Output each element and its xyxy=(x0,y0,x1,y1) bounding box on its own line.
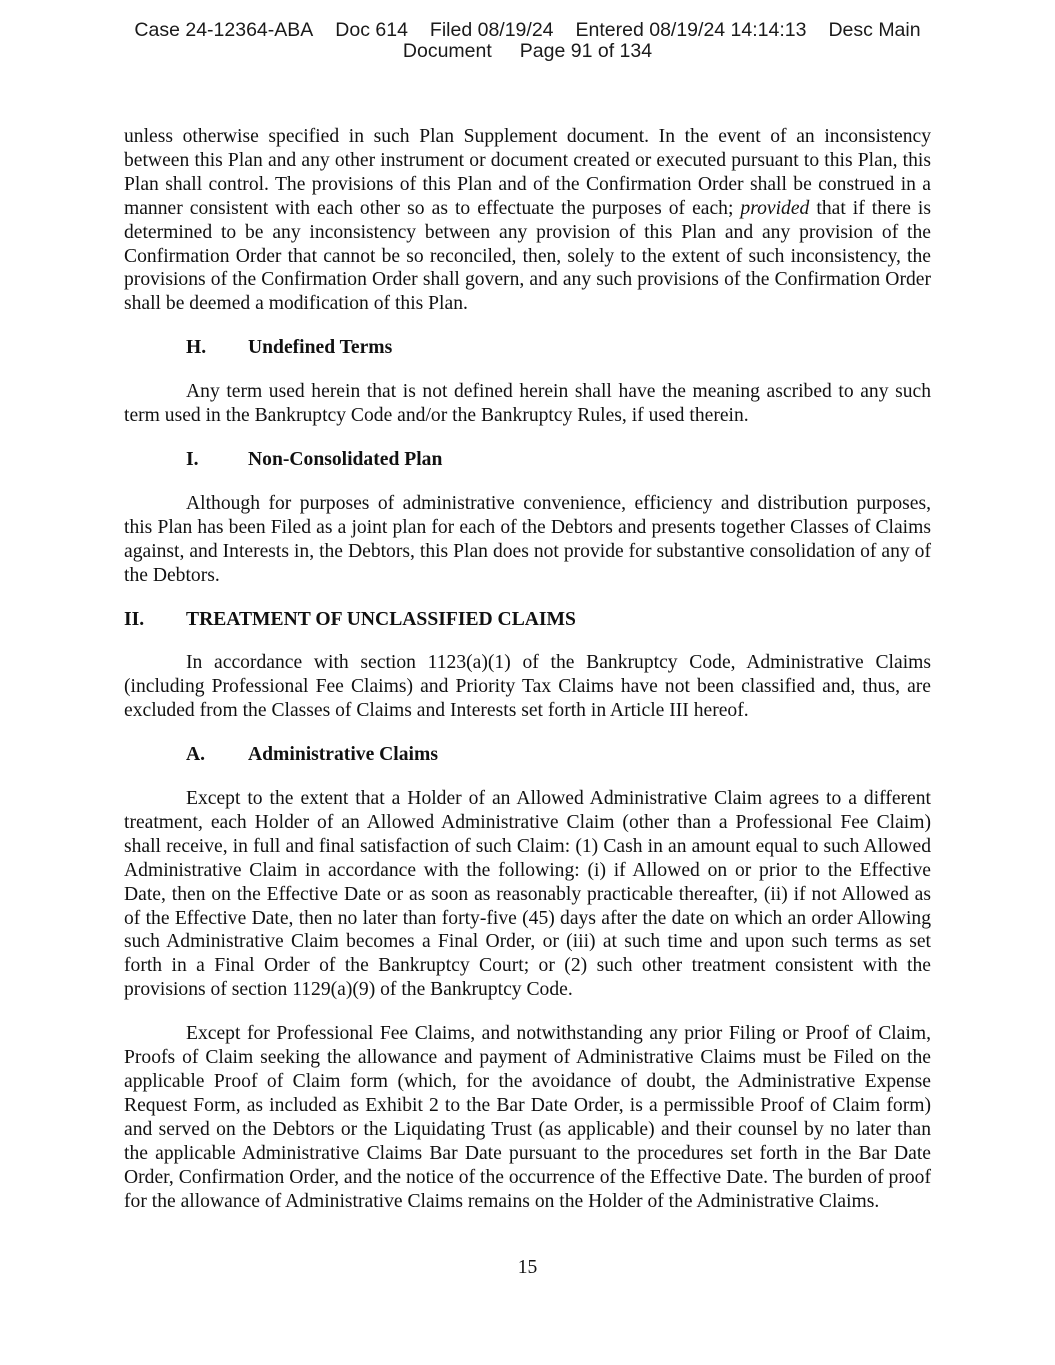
document-body xyxy=(124,125,931,1213)
article-title: TREATMENT OF UNCLASSIFIED CLAIMS xyxy=(186,608,576,630)
article-number: II. xyxy=(124,608,145,630)
section-number: I. xyxy=(186,448,199,470)
header-line-1 xyxy=(0,20,1055,41)
article-heading-ii xyxy=(124,608,931,632)
document-label: Document xyxy=(402,40,492,62)
section-number: A. xyxy=(186,744,206,766)
section-title: Undefined Terms xyxy=(248,337,393,359)
doc-number: Doc 614 xyxy=(335,19,408,41)
section-heading-a xyxy=(124,743,931,767)
undefined-terms-paragraph: Any term used herein that is not defined herein shall have the meaning ascribed to any such term used in the Bankruptcy Code and/or the Bankruptcy Rules, if used therein. xyxy=(124,381,931,427)
page-number: 15 xyxy=(517,1257,538,1278)
entered-date: Entered 08/19/24 14:14:13 xyxy=(575,19,807,41)
section-title: Non-Consolidated Plan xyxy=(248,448,443,470)
section-title: Administrative Claims xyxy=(248,744,438,766)
filed-date: Filed 08/19/24 xyxy=(429,19,554,41)
provided-emphasis: provided xyxy=(740,197,810,219)
case-number: Case 24-12364-ABA xyxy=(134,19,314,41)
unclassified-claims-paragraph: In accordance with section 1123(a)(1) of the Bankruptcy Code, Administrative Claims (including Professional Fee Claims) and Priority Tax Claims have not been classified and, thus, are excluded from the Classes of Claims and Interests set forth in Article III hereof. xyxy=(124,652,931,722)
desc-label: Desc Main xyxy=(828,19,921,41)
header-line-2 xyxy=(0,41,1055,62)
non-consolidated-paragraph: Although for purposes of administrative convenience, efficiency and distribution purposes, this Plan has been Filed as a joint plan for each of the Debtors and presents together Classes of Claims against, and Interests in, the Debtors, this Plan does not provide for substantive consolidation of any of the Debtors. xyxy=(124,492,931,586)
administrative-claims-paragraph-1: Except to the extent that a Holder of an Allowed Administrative Claim agrees to a different treatment, each Holder of an Allowed Administrative Claim (other than a Professional Fee Claim) shall receive, in full and final satisfaction of such Claim: (1) Cash in an amount equal to such Allowed Administrative Claim in accordance with the following: (i) if Allowed on or prior to the Effective Date, then on the Effective Date or as soon as reasonably practicable thereafter, (ii) if not Allowed as of the Effective Date, then no later than forty-five (45) days after the date on which an order Allowing such Administrative Claim becomes a Final Order, or (iii) at such time and upon such terms as set forth in a Final Order of the Bankruptcy Court; or (2) such other treatment consistent with the provisions of section 1129(a)(9) of the Bankruptcy Code. xyxy=(124,788,931,1001)
section-heading-h xyxy=(124,336,931,360)
continued-paragraph: unless otherwise specified in such Plan Supplement document. In the event of an inconsistency between this Plan and any other instrument or document created or executed pursuant to this Plan, this Plan shall control. The provisions of this Plan and of the Confirmation Order shall be construed in a manner consistent with each other so as to effectuate the purposes of each; provided that if there is determined to be any inconsistency between any provision of this Plan and any provision of the Confirmation Order that cannot be so reconciled, then, solely to the extent of such inconsistency, the provisions of the Confirmation Order shall govern, and any such provisions of the Confirmation Order shall be deemed a modification of this Plan. xyxy=(124,126,932,315)
page-of-total: Page 91 of 134 xyxy=(519,40,653,62)
section-number: H. xyxy=(186,337,207,359)
section-heading-i xyxy=(124,448,931,472)
administrative-claims-paragraph-2: Except for Professional Fee Claims, and notwithstanding any prior Filing or Proof of Claim, Proofs of Claim seeking the allowance and payment of Administrative Claims must be Filed on the applicable Proof of Claim form (which, for the avoidance of doubt, the Administrative Expense Request Form, as included as Exhibit 2 to the Bar Date Order, is a permissible Proof of Claim form) and served on the Debtors or the Liquidating Trust (as applicable) and their counsel by no later than the applicable Administrative Claims Bar Date pursuant to the procedures set forth in the Bar Date Order, Confirmation Order, and the notice of the occurrence of the Effective Date. The burden of proof for the allowance of Administrative Claims remains on the Holder of the Administrative Claims. xyxy=(124,1023,931,1212)
court-filing-header xyxy=(0,20,1055,62)
